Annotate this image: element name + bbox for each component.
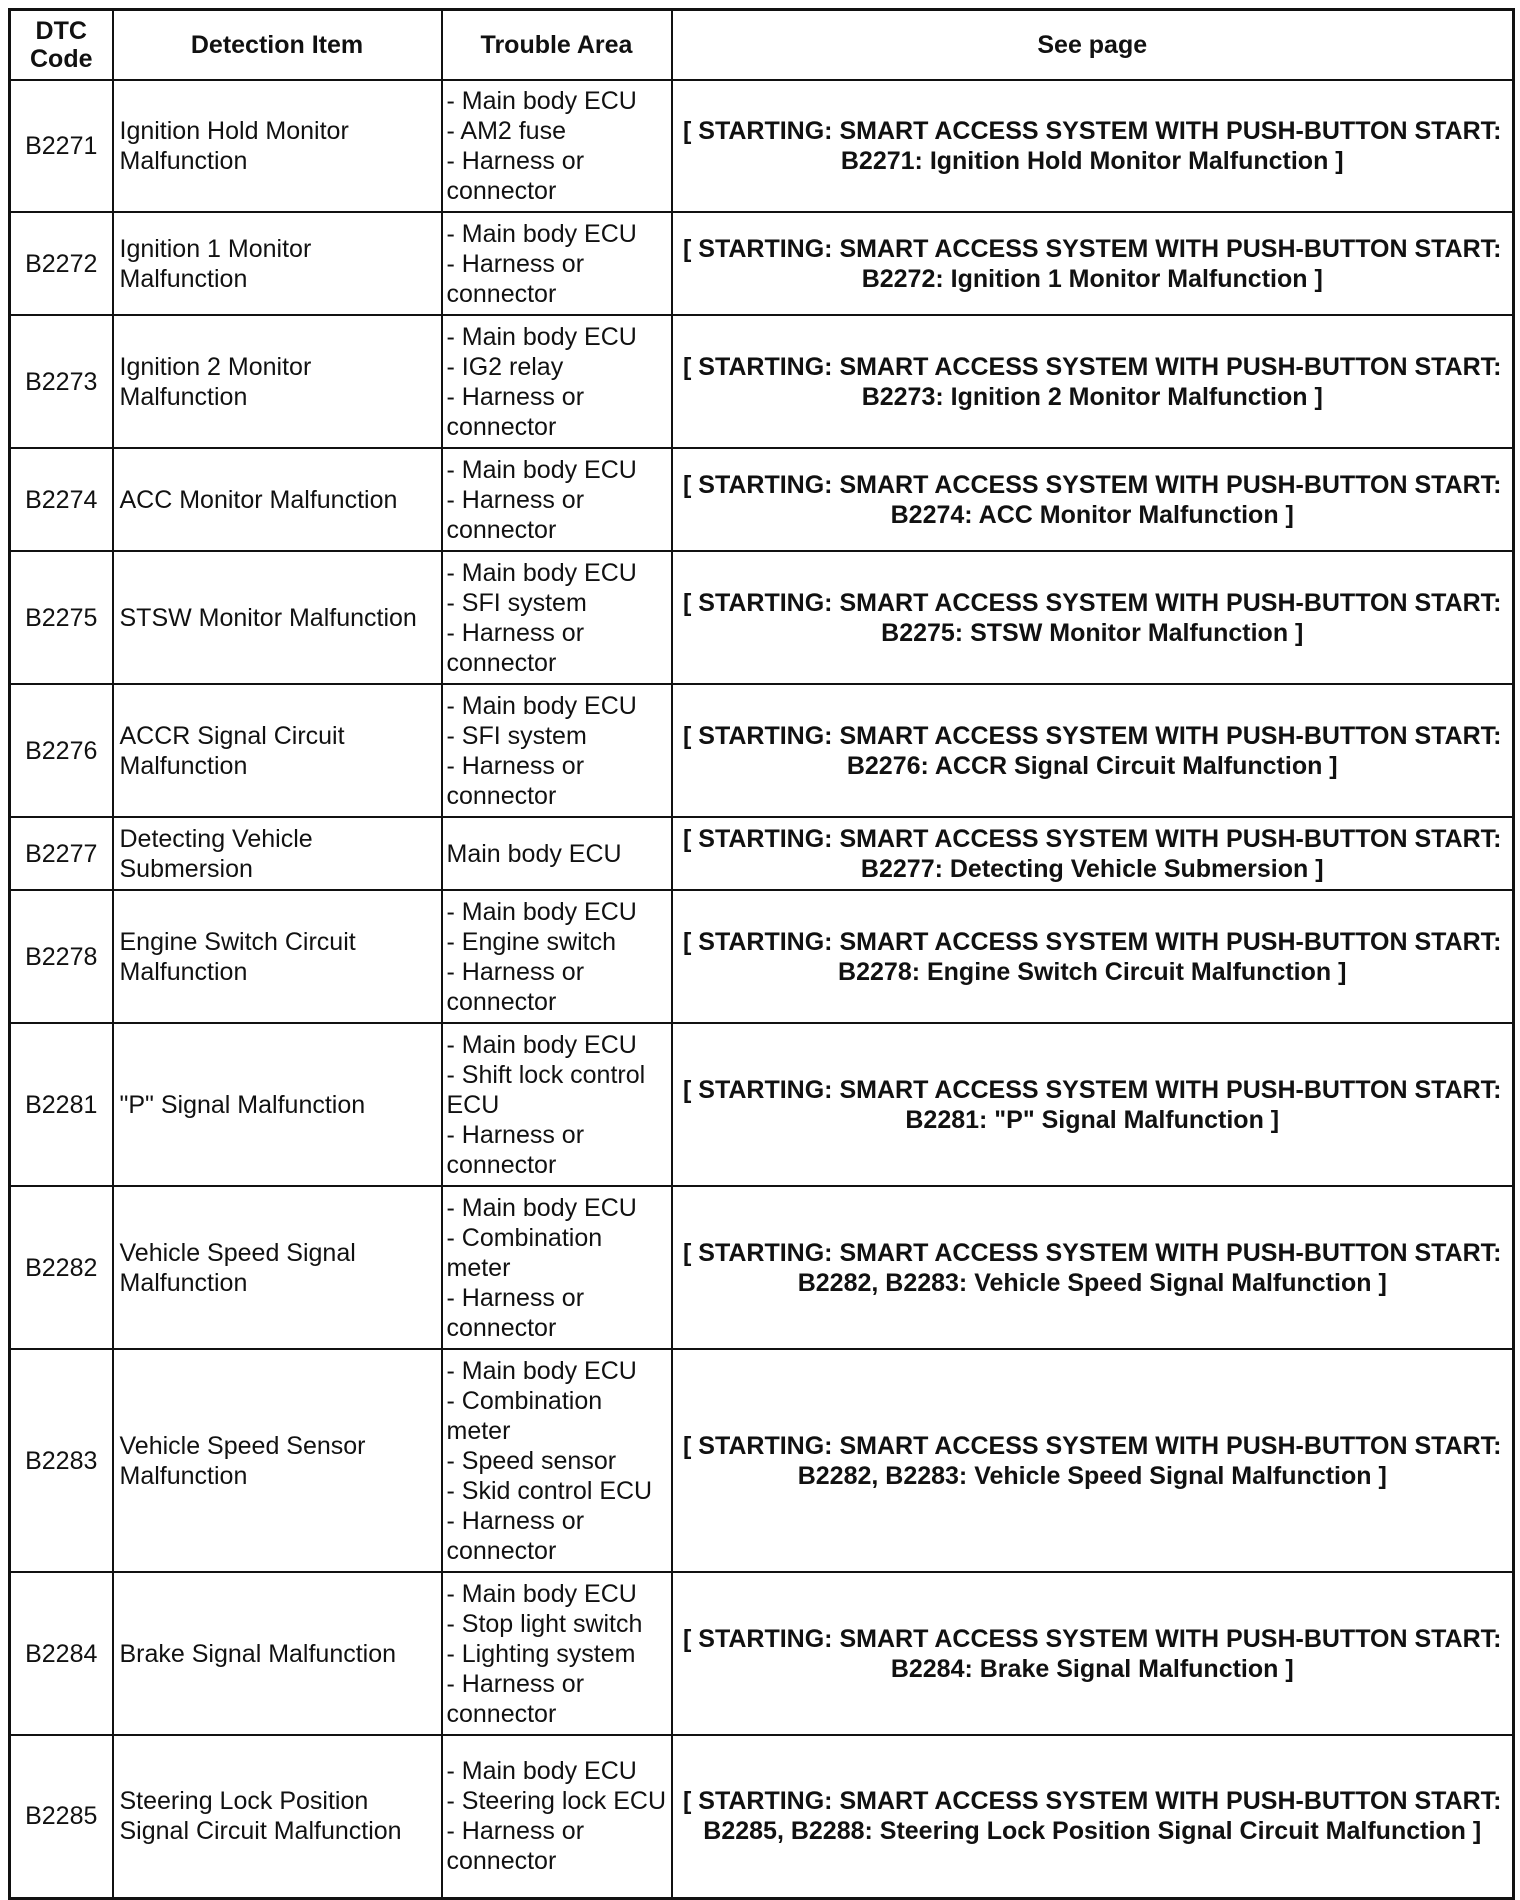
trouble-area-line: - Harness or connector — [446, 957, 585, 1016]
detection-item-cell: ACC Monitor Malfunction — [113, 448, 442, 551]
detection-item-cell: "P" Signal Malfunction — [113, 1023, 442, 1186]
see-page-reference-line: [ STARTING: SMART ACCESS SYSTEM WITH PUSH-BUTTON START: — [683, 470, 1502, 499]
see-page-cell — [672, 890, 1514, 1023]
trouble-area-line: - Harness or connector — [446, 1283, 585, 1342]
detection-item-cell: Engine Switch Circuit Malfunction — [113, 890, 442, 1023]
see-page-cell — [672, 1349, 1514, 1572]
dtc-code-cell: B2277 — [10, 817, 113, 890]
see-page-reference-line: B2271: Ignition Hold Monitor Malfunction ] — [840, 147, 1344, 175]
trouble-area-line: - Harness or connector — [446, 1669, 585, 1728]
see-page-reference-line: B2282, B2283: Vehicle Speed Signal Malfunction ] — [797, 1461, 1387, 1490]
trouble-area-line: - Harness or connector — [446, 249, 585, 308]
table-row — [10, 1349, 1514, 1572]
detection-item-cell: Ignition Hold Monitor Malfunction — [113, 80, 442, 212]
table-row — [10, 315, 1514, 448]
table-row — [10, 1186, 1514, 1349]
see-page-reference-line: [ STARTING: SMART ACCESS SYSTEM WITH PUSH-BUTTON START: — [683, 1431, 1502, 1460]
dtc-table — [8, 8, 1515, 1900]
trouble-area-cell — [442, 212, 672, 315]
see-page-reference-line: B2277: Detecting Vehicle Submersion ] — [860, 854, 1324, 883]
see-page-reference-line: B2281: "P" Signal Malfunction ] — [905, 1105, 1280, 1134]
detection-item-cell: Brake Signal Malfunction — [113, 1572, 442, 1735]
see-page-reference-line: B2285, B2288: Steering Lock Position Signal Circuit Malfunction ] — [703, 1817, 1482, 1846]
see-page-reference-line: [ STARTING: SMART ACCESS SYSTEM WITH PUSH-BUTTON START: — [683, 352, 1502, 381]
see-page-reference-line: B2272: Ignition 1 Monitor Malfunction ] — [861, 264, 1323, 293]
trouble-area-cell — [442, 1023, 672, 1186]
trouble-area-line: - Harness or connector — [446, 1506, 585, 1565]
see-page-cell — [672, 1023, 1514, 1186]
trouble-area-line: - Main body ECU — [446, 558, 637, 587]
dtc-code-cell: B2271 — [10, 80, 113, 212]
trouble-area-cell — [442, 890, 672, 1023]
detection-item-cell: Detecting Vehicle Submersion — [113, 817, 442, 890]
see-page-reference-line: [ STARTING: SMART ACCESS SYSTEM WITH PUSH-BUTTON START: — [683, 1624, 1502, 1653]
trouble-area-cell — [442, 315, 672, 448]
table-row — [10, 1023, 1514, 1186]
trouble-area-cell — [442, 1186, 672, 1349]
dtc-code-cell: B2274 — [10, 448, 113, 551]
trouble-area-line: - Main body ECU — [446, 455, 637, 484]
table-row — [10, 684, 1514, 817]
trouble-area-line: - Harness or connector — [446, 1817, 585, 1876]
dtc-code-cell: B2272 — [10, 212, 113, 315]
table-row — [10, 212, 1514, 315]
dtc-code-cell: B2278 — [10, 890, 113, 1023]
trouble-area-line: - Harness or connector — [446, 147, 585, 205]
trouble-area-line: - Stop light switch — [446, 1609, 643, 1638]
see-page-reference-line: [ STARTING: SMART ACCESS SYSTEM WITH PUSH-BUTTON START: — [683, 1238, 1502, 1267]
trouble-area-cell — [442, 684, 672, 817]
header-row — [10, 10, 1514, 81]
dtc-code-cell: B2281 — [10, 1023, 113, 1186]
trouble-area-line: - SFI system — [446, 721, 587, 750]
trouble-area-line: - IG2 relay — [446, 352, 564, 381]
trouble-area-cell — [442, 551, 672, 684]
trouble-area-cell — [442, 1572, 672, 1735]
see-page-cell — [672, 1186, 1514, 1349]
trouble-area-line: - Main body ECU — [446, 219, 637, 248]
detection-item-cell: STSW Monitor Malfunction — [113, 551, 442, 684]
table-row — [10, 1735, 1514, 1898]
see-page-reference-line: [ STARTING: SMART ACCESS SYSTEM WITH PUSH-BUTTON START: — [683, 721, 1502, 750]
trouble-area-line: - Combination meter — [446, 1223, 603, 1282]
dtc-code-cell: B2285 — [10, 1735, 113, 1898]
see-page-reference-line: B2273: Ignition 2 Monitor Malfunction ] — [861, 382, 1323, 411]
header-detection-item: Detection Item — [113, 10, 442, 81]
table-row — [10, 890, 1514, 1023]
trouble-area-line: - Main body ECU — [446, 1193, 637, 1222]
trouble-area-cell — [442, 80, 672, 212]
dtc-code-cell: B2273 — [10, 315, 113, 448]
trouble-area-line: - Lighting system — [446, 1639, 636, 1668]
detection-item-cell: Vehicle Speed Sensor Malfunction — [113, 1349, 442, 1572]
trouble-area-line: - Harness or connector — [446, 382, 585, 441]
see-page-reference-line: [ STARTING: SMART ACCESS SYSTEM WITH PUSH-BUTTON START: — [683, 1787, 1502, 1816]
table-row — [10, 551, 1514, 684]
trouble-area-cell — [442, 1349, 672, 1572]
dtc-code-cell: B2282 — [10, 1186, 113, 1349]
header-trouble-area: Trouble Area — [442, 10, 672, 81]
table-row — [10, 817, 1514, 890]
see-page-reference-line: B2278: Engine Switch Circuit Malfunction ] — [838, 957, 1347, 986]
see-page-cell — [672, 684, 1514, 817]
see-page-cell — [672, 80, 1514, 212]
see-page-cell — [672, 448, 1514, 551]
see-page-cell — [672, 212, 1514, 315]
see-page-reference-line: B2274: ACC Monitor Malfunction ] — [890, 500, 1294, 529]
detection-item-cell: Ignition 2 Monitor Malfunction — [113, 315, 442, 448]
dtc-code-cell: B2276 — [10, 684, 113, 817]
trouble-area-line: - Combination meter — [446, 1386, 603, 1445]
trouble-area-line: - Main body ECU — [446, 322, 637, 351]
trouble-area-cell — [442, 1735, 672, 1898]
trouble-area-line: - Skid control ECU — [446, 1476, 653, 1505]
trouble-area-line: Main body ECU — [446, 839, 622, 868]
see-page-reference-line: [ STARTING: SMART ACCESS SYSTEM WITH PUSH-BUTTON START: — [683, 824, 1502, 853]
see-page-cell — [672, 1735, 1514, 1898]
see-page-reference-line: [ STARTING: SMART ACCESS SYSTEM WITH PUSH-BUTTON START: — [683, 588, 1502, 617]
header-see-page: See page — [672, 10, 1514, 81]
see-page-reference-line: [ STARTING: SMART ACCESS SYSTEM WITH PUSH-BUTTON START: — [683, 117, 1502, 145]
see-page-reference-line: B2284: Brake Signal Malfunction ] — [890, 1654, 1294, 1683]
trouble-area-line: - Harness or connector — [446, 1120, 585, 1179]
table-row — [10, 1572, 1514, 1735]
see-page-cell — [672, 551, 1514, 684]
see-page-reference-line: [ STARTING: SMART ACCESS SYSTEM WITH PUSH-BUTTON START: — [683, 1075, 1502, 1104]
trouble-area-line: - Engine switch — [446, 927, 617, 956]
trouble-area-line: - Main body ECU — [446, 691, 637, 720]
detection-item-cell: Steering Lock Position Signal Circuit Malfunction — [113, 1735, 442, 1898]
see-page-reference-line: B2282, B2283: Vehicle Speed Signal Malfunction ] — [797, 1268, 1387, 1297]
trouble-area-line: - Shift lock control ECU — [446, 1060, 646, 1119]
dtc-code-cell: B2283 — [10, 1349, 113, 1572]
detection-item-cell: Ignition 1 Monitor Malfunction — [113, 212, 442, 315]
trouble-area-line: - Harness or connector — [446, 618, 585, 677]
dtc-code-cell: B2284 — [10, 1572, 113, 1735]
trouble-area-line: - SFI system — [446, 588, 587, 617]
header-dtc-code: DTC Code — [10, 10, 113, 81]
table-body — [10, 80, 1514, 1898]
table-row — [10, 448, 1514, 551]
see-page-reference-line: [ STARTING: SMART ACCESS SYSTEM WITH PUSH-BUTTON START: — [683, 927, 1502, 956]
see-page-cell — [672, 1572, 1514, 1735]
see-page-cell — [672, 817, 1514, 890]
table-row — [10, 80, 1514, 212]
detection-item-cell: Vehicle Speed Signal Malfunction — [113, 1186, 442, 1349]
trouble-area-line: - Harness or connector — [446, 751, 585, 810]
trouble-area-line: - Main body ECU — [446, 1579, 637, 1608]
see-page-cell — [672, 315, 1514, 448]
table-header — [10, 10, 1514, 81]
trouble-area-line: - Main body ECU — [446, 1030, 637, 1059]
see-page-reference-line: B2275: STSW Monitor Malfunction ] — [881, 618, 1304, 647]
trouble-area-cell — [442, 448, 672, 551]
dtc-code-cell: B2275 — [10, 551, 113, 684]
trouble-area-line: - Steering lock ECU — [446, 1787, 667, 1816]
trouble-area-line: - AM2 fuse — [446, 117, 566, 145]
trouble-area-line: - Main body ECU — [446, 897, 637, 926]
see-page-reference-line: B2276: ACCR Signal Circuit Malfunction ] — [846, 751, 1338, 780]
detection-item-cell: ACCR Signal Circuit Malfunction — [113, 684, 442, 817]
trouble-area-line: - Speed sensor — [446, 1446, 617, 1475]
trouble-area-line: - Main body ECU — [446, 87, 637, 115]
trouble-area-line: - Harness or connector — [446, 485, 585, 544]
trouble-area-cell — [442, 817, 672, 890]
trouble-area-line: - Main body ECU — [446, 1757, 637, 1786]
see-page-reference-line: [ STARTING: SMART ACCESS SYSTEM WITH PUSH-BUTTON START: — [683, 234, 1502, 263]
trouble-area-line: - Main body ECU — [446, 1356, 637, 1385]
